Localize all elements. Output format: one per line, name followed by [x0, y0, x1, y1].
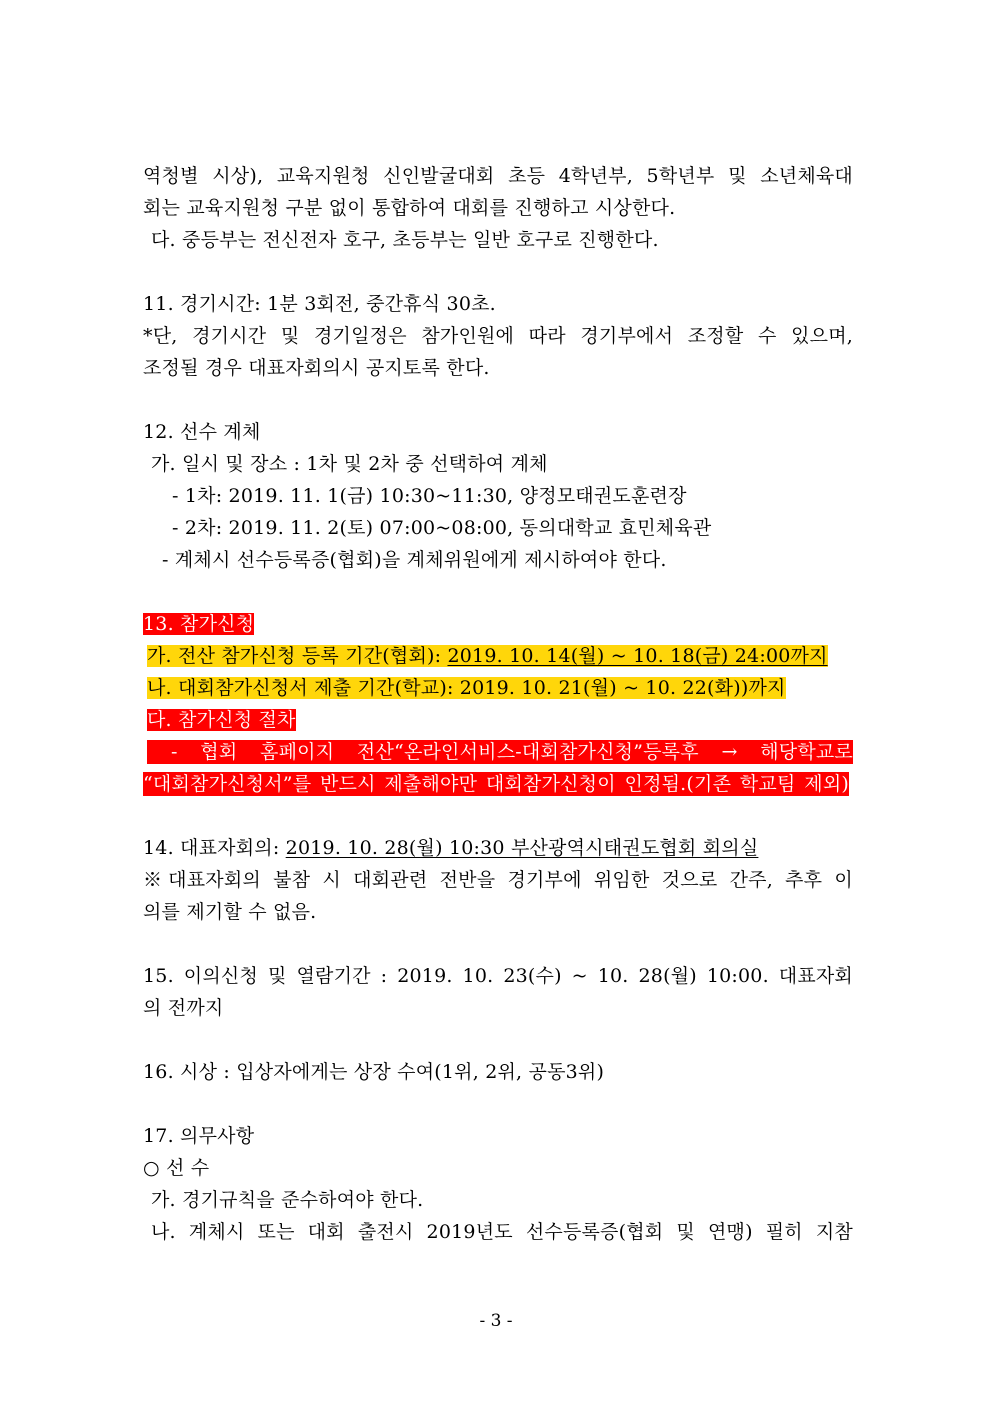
- section-13-procedure: “대회참가신청서”를 반드시 제출해야만 대회참가신청이 인정됨.(기존 학교팀 제외): [143, 773, 849, 795]
- section-11-note: 조정될 경우 대표자회의시 공지토록 한다.: [143, 357, 490, 379]
- section-17-title: 17. 의무사항: [143, 1125, 255, 1147]
- paragraph-line: [151, 228, 861, 252]
- section-13-item-c: 다. 참가신청 절차: [147, 709, 296, 731]
- section-12-subitem: - 1차: 2019. 11. 1(금) 10:30~11:30, 양정모태권도훈련장: [172, 485, 687, 507]
- section-12-item: 가. 일시 및 장소 : 1차 및 2차 중 선택하여 계체: [151, 453, 548, 475]
- section-14-note: 의를 제기할 수 없음.: [143, 901, 317, 923]
- paragraph-line: [143, 164, 853, 188]
- section-15: 15. 이의신청 및 열람기간 : 2019. 10. 23(수) ~ 10. 28(월) 10:00. 대표자회: [143, 965, 853, 987]
- section-12-subitem: - 2차: 2019. 11. 2(토) 07:00~08:00, 동의대학교 효민체육관: [172, 517, 712, 539]
- text: 회는 교육지원청 구분 없이 통합하여 대회를 진행하고 시상한다.: [143, 197, 676, 219]
- text: 다. 중등부는 전신전자 호구, 초등부는 일반 호구로 진행한다.: [151, 229, 659, 251]
- section-13-procedure: - 협회 홈페이지 전산“온라인서비스-대회참가신청”등록후 → 해당학교로: [147, 740, 853, 764]
- section-12-item: - 계체시 선수등록증(협회)을 계체위원에게 제시하여야 한다.: [162, 549, 667, 571]
- section-17-item: 가. 경기규칙을 준수하여야 한다.: [151, 1189, 424, 1211]
- section-11-title: 11. 경기시간: 1분 3회전, 중간휴식 30초.: [143, 293, 496, 315]
- section-17-subtitle: ○ 선 수: [143, 1157, 210, 1179]
- highlight-label: 가. 전산 참가신청 등록 기간(협회):: [147, 645, 448, 667]
- section-16: 16. 시상 : 입상자에게는 상장 수여(1위, 2위, 공동3위): [143, 1061, 605, 1083]
- section-15: 의 전까지: [143, 997, 224, 1019]
- section-13-item-b: 나. 대회참가신청서 제출 기간(학교): 2019. 10. 21(월) ~ 10. 22(화))까지: [147, 677, 786, 699]
- section-13-title: 13. 참가신청: [143, 613, 255, 635]
- section-12-title: 12. 선수 계체: [143, 421, 261, 443]
- page-number: - 3 -: [479, 1311, 513, 1331]
- section-13-item-a: [147, 644, 857, 668]
- paragraph-line: [143, 196, 853, 220]
- text: 역청별 시상), 교육지원청 신인발굴대회 초등 4학년부, 5학년부 및 소년체육대: [143, 165, 853, 187]
- section-14-note: ※대표자회의 불참 시 대회관련 전반을 경기부에 위임한 것으로 간주, 추후 이: [143, 869, 853, 891]
- section-11-note: *단, 경기시간 및 경기일정은 참가인원에 따라 경기부에서 조정할 수 있으며,: [143, 325, 853, 347]
- section-14-title: 14. 대표자회의: 2019. 10. 28(월) 10:30 부산광역시태권도협회 회의실: [143, 837, 759, 859]
- section-17-item: 나. 계체시 또는 대회 출전시 2019년도 선수등록증(협회 및 연맹) 필히 지참: [151, 1221, 853, 1243]
- highlight-date: 2019. 10. 14(월) ~ 10. 18(금) 24:00까지: [447, 645, 828, 667]
- meeting-info: 2019. 10. 28(월) 10:30 부산광역시태권도협회 회의실: [285, 837, 759, 859]
